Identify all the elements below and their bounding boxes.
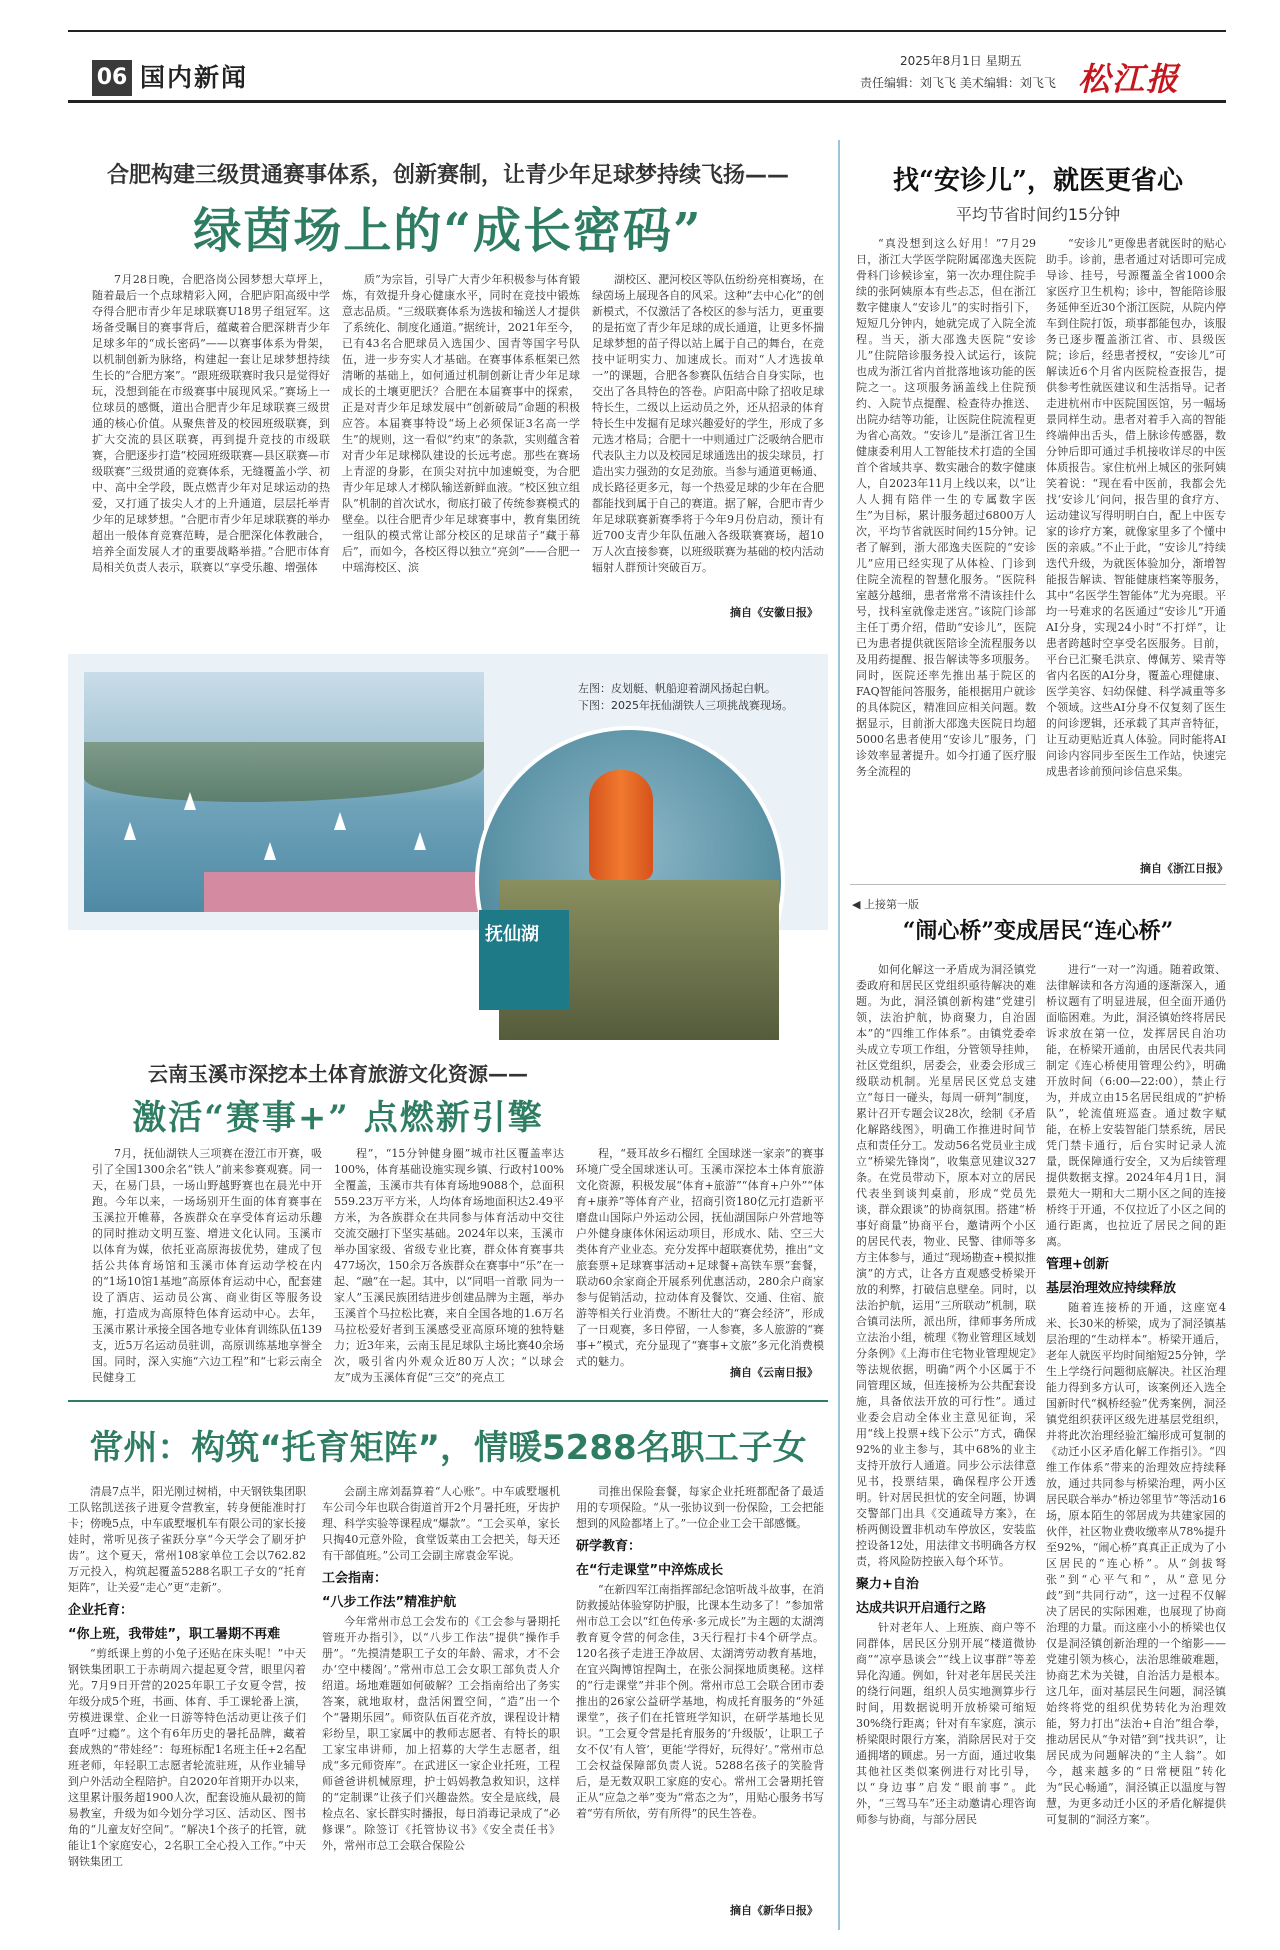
anzhen-subtitle: 平均节省时间约15分钟: [955, 205, 1121, 224]
caption-top: 左图：皮划艇、帆船迎着湖风扬起白帆。: [578, 682, 776, 695]
section-title: 国内新闻: [140, 63, 249, 92]
anzhen-headline: 找“安诊儿”，就医更省心: [893, 166, 1183, 196]
race-banner: [479, 910, 569, 1010]
triathlon-photo: [475, 726, 785, 1036]
hefei-headline: 绿茵场上的“成长密码”: [193, 203, 703, 259]
changzhou-column-1: [68, 1484, 306, 1904]
hefei-kicker: 合肥构建三级贯通赛事体系，创新赛制，让青少年足球梦持续飞扬——: [106, 163, 789, 188]
header-rule: [68, 100, 1226, 103]
sail-icon: [414, 832, 426, 850]
bridge-body-2: 进行“一对一”沟通。随着政策、法律解读和各方沟通的逐渐深入，通桥议题有了明显进展，但全面开通仍面临困难。为此，洞泾镇始终将居民诉求放在第一位，发挥居民自治功能，在桥梁开通前，由居民代表共同制定《连心桥使用管理公约》，明确开放时间（6:00—22:00），禁止行为，并成立由15名居民组成的“护桥队”，轮流值班巡查。通过数字赋能，在桥上安装智能门禁系统，居民凭门禁卡通行，后台实时记录人流量，既保障通行安全，又为后续管理提供数据支撑。2024年4月1日，洞景苑大一期和大二期小区之间的连接桥终于开通，不仅拉近了小区之间的通行距离，也拉近了居民之间的距离。: [1046, 963, 1226, 1248]
yuxi-headline: 激活“赛事+” 点燃新引擎: [132, 1098, 544, 1138]
hefei-credit: 摘自《安徽日报》: [730, 606, 818, 619]
anzhen-credit: 摘自《浙江日报》: [1140, 862, 1228, 875]
sail-icon: [124, 822, 136, 840]
hefei-column-1: 7月28日晚，合肥洛岗公园梦想大草坪上，随着最后一个点球精彩入网，合肥庐阳高级中学夺得合肥市青少年足球联赛U18男子组冠军。这场备受瞩目的赛事背后，蕴藏着合肥深耕青少年足球多年的“成长密码”——以赛事体系为骨架，以机制创新为脉络，构建起一套让足球梦想持续生长的“合肥方案”。“跟班级联赛时我只是觉得好玩，没想到能在市级赛事中展现风采。”赛场上一位球员的感慨，道出合肥青少年足球联赛三级贯通的核心价值。从聚焦普及的校园班级联赛，到扩大交流的县区联赛，再到提升竞技的市级联赛，合肥逐步打造“校园班级联赛—县区联赛—市级联赛”三级贯通的竞赛体系，无缝覆盖小学、初中、高中全学段，既点燃青少年对足球运动的热爱，又打通了拔尖人才的上升通道，层层托举青少年的足球梦想。“合肥市青少年足球联赛的举办超出一般体育竞赛范畴，是合肥深化体教融合，培养全面发展人才的重要战略举措。”合肥市体育局相关负责人表示，联赛以“享受乐趣、增强体: [92, 273, 330, 574]
yuxi-kicker: 云南玉溪市深挖本土体育旅游文化资源——: [148, 1062, 528, 1086]
photo-caption: [578, 680, 793, 714]
sail-icon: [264, 842, 276, 860]
changzhou-column-3: [576, 1484, 824, 1884]
bridge-subhead-1b: 达成共识开启通行之路: [856, 1601, 987, 1616]
cz-intro-2: 会副主席刘磊算着“人心账”。中车戚墅堰机车公司今年也联合街道首开2个月暑托班，牙齿护理、科学实验等课程成“爆款”。“工会买单，家长只掏40元意外险，食堂饭菜由工会把关，每天还有干部值班。”公司工会副主席袁金军说。: [322, 1485, 560, 1562]
bridge-body-1b: 针对老年人、上班族、商户等不同群体，居民区分别开展“楼道微协商”“凉亭恳谈会”“线上议事群”等差异化沟通。例如，针对老年居民关注的绕行问题，组织人员实地测算步行时间，用数据说明开放桥梁可缩短30%绕行距离；针对有车家庭，演示桥梁限时限行方案，消除居民对于交通拥堵的顾虑。另一方面，通过收集其他社区类似案例进行对比引导，以“身边事”启发“眼前事”。此外，“三驾马车”还主动邀请心理咨询师参与协商，与部分居民: [856, 1621, 1036, 1826]
sail-icon: [184, 792, 196, 810]
right-rule: [850, 884, 1226, 885]
bridge-subhead-2a: 管理+创新: [1046, 1257, 1109, 1272]
cz-subhead-2a: 工会指南：: [322, 1571, 388, 1586]
cz-intro: 清晨7点半，阳光刚过树梢，中天钢铁集团职工队铭凯送孩子进夏令营教室，转身便能准时打卡；傍晚5点，中车戚墅堰机车有限公司的家长接娃时，常听见孩子雀跃分享“今天学会了刷牙护齿”。这个夏天，常州108家单位工会以762.82万元投入，构筑起覆盖5288名职工子女的“托育矩阵”，让关爱“走心”更“走新”。: [68, 1485, 306, 1594]
editors-line: 责任编辑：刘飞飞 美术编辑：刘飞飞: [860, 76, 1056, 90]
yuxi-column-1: 7月，抚仙湖铁人三项赛在澄江市开赛，吸引了全国1300余名“铁人”前来参赛观赛。同一天，在易门县，一场山野越野赛也在晨光中开跑。今年以来，一场场别开生面的体育赛事在玉溪拉开帷幕，各族群众在享受体育运动乐趣的同时推动文明互鉴、增进文化认同。玉溪市以体育为媒，依托亚高原海拔优势，建成了包括公共体育场馆和玉溪市体育运动学校在内的“1场10馆1基地”高原体育运动中心，配套建设了酒店、运动员公寓、商业街区等服务设施，打造成为高原特色体育运动中心。去年，玉溪市累计承接全国各地专业体育训练队伍139支，近5万名运动员驻训，高原训练基地享誉全国。同时，深入实施“六边工程”和“七彩云南全民健身工: [92, 1147, 322, 1384]
cz-subhead-3a: 研学教育：: [576, 1539, 642, 1554]
cz-subhead-1b: “你上班，我带娃”，职工暑期不再难: [68, 1627, 281, 1642]
column-separator: [838, 140, 840, 1930]
cz-subhead-2b: “八步工作法”精准护航: [322, 1595, 457, 1610]
page-number: 06: [92, 60, 132, 96]
anzhen-column-1: “真没想到这么好用！”7月29日，浙江大学医学院附属邵逸夫医院骨科门诊候诊室，第一次办理住院手续的张阿姨原本有些忐忑，但在浙江数字健康人“安诊儿”的实时指引下，短短几分钟内，她就完成了入院全流程。当天，浙大邵逸夫医院“安诊儿”住院陪诊服务投入试运行，该院也成为浙江省内首批落地该功能的医院之一。这项服务涵盖线上住院预约、入院节点提醒、检查待办推送、出院办结等功能，让医院住院流程更为省心高效。“安诊儿”是浙江省卫生健康委利用人工智能技术打造的全国首个省域共享、数实融合的数字健康人，自2023年11月上线以来，以“让人人拥有陪伴一生的专属数字医生”为目标，累计服务超过6800万人次，平均节省就医时间约15分钟。记者了解到，浙大邵逸夫医院的“安诊儿”应用已经实现了从体检、门诊到住院全流程的智慧化服务。“医院科室越分越细，患者常常不清该挂什么号，找科室就像走迷宫。”该院门诊部主任丁勇介绍，借助“安诊儿”，医院已为患者提供就医陪诊全流程服务以及用药提醒、报告解读等多项服务。同时，医院还率先推出基于院区的FAQ智能问答服务，能根据用户就诊的具体院区，精准回应相关问题。数据显示，目前浙大邵逸夫医院日均超5000名患者使用“安诊儿”服务，门诊效率显著提升。如今打通了医疗服务全流程的: [856, 237, 1036, 778]
bridge-body-1: 如何化解这一矛盾成为洞泾镇党委政府和居民区党组织亟待解决的难题。为此，洞泾镇创新构建“党建引领，法治护航，协商聚力，自治固本”的“四维工作体系”。由镇党委牵头成立专项工作组，分管领导挂帅，社区党组织，居委会，业委会形成三级联动机制。光星居民区党总支建立“每日一碰头，每周一研判”制度，累计召开专题会议28次，绘制《矛盾化解路线图》，明确工作推进时间节点和责任分工。发动56名党员业主成立“桥梁先锋岗”，收集意见建议327条。在党员带动下，原本对立的居民代表坐到谈判桌前，形成“党员先谈，群众跟谈”的协商氛围。搭建“桥事好商量”协商平台，邀请两个小区的居民代表，物业、民警、律师等多方主体参与，通过“现场勘查+模拟推演”的方式，让各方直观感受桥梁开放的利弊，打破信息壁垒。同时，以法治护航，运用“三所联动”机制，联合镇司法所，派出所，律师事务所成立法治小组，梳理《物业管理区域划分条例》《上海市住宅物业管理规定》等法规依据，明确“两个小区属于不同管理区域，但连接桥为公共配套设施，具备依法开放的可行性”。通过业委会启动全体业主意见征询，采用“线上投票+线下公示”方式，确保92%的业主参与，其中68%的业主支持开放行人通道。同步公示法律意见书，投票结果，确保程序公开透明。针对居民担忧的安全问题，协调交警部门出具《交通疏导方案》，在桥两侧设置非机动车停放区，安装监控设备12处，用法律文书明确各方权责，将风险防控嵌入每个环节。: [856, 963, 1036, 1568]
yuxi-column-2: 程”，“15分钟健身圈”城市社区覆盖率达100%，体育基础设施实现乡镇、行政村100%全覆盖，玉溪市共有体育场地9088个，总面积559.23万平方米，人均体育场地面积达2.49平方米，为各族群众在共同参与体育活动中交往交流交融打下坚实基础。2024年以来，玉溪市举办国家级、省级专业比赛，群众体育赛事共477场次，150余万各族群众在赛事中“乐”在一起、“融”在一起。其中，以“同唱一首歌 同为一家人”玉溪民族团结进步创建品牌为主题，举办玉溪首个马拉松比赛，来自全国各地的1.6万名马拉松爱好者到玉溪感受亚高原环境的独特魅力；近3年来，云南玉昆足球队主场比赛40余场次，吸引省内外观众近80万人次；“以球会友”成为玉溪体育促“三交”的亮点工: [334, 1147, 564, 1384]
yuxi-credit: 摘自《云南日报》: [730, 1366, 818, 1379]
cz-subhead-1a: 企业托育：: [68, 1603, 134, 1618]
bridge-subhead-1a: 聚力+自治: [856, 1577, 919, 1592]
issue-date: 2025年8月1日 星期五: [900, 54, 1022, 68]
anzhen-column-2: “安诊儿”更像患者就医时的贴心助手。诊前，患者通过对话即可完成导诊、挂号，号源覆盖全省1000余家医疗卫生机构；诊中，智能陪诊服务延伸至近30个浙江医院，从院内停车到住院打饭，琐事都能包办，该服务已逐步覆盖浙江省、市、县级医院；诊后，经患者授权，“安诊儿”可解读近6个月省内医院检查报告，提供参考性就医建议和生活指导。记者走进杭州市中医院国医馆，另一幅场景同样生动。患者对着手入高的智能终端伸出舌头，借上脉诊传感器，数分钟后即可通过手机接收详尽的中医体质报告。家住杭州上城区的张阿姨笑着说：“现在看中医前，我都会先找‘安诊儿’问问，报告里的食疗方、运动建议写得明明白白，配上中医专家的诊疗方案，就像家里多了个懂中医的亲戚。”不止于此，“安诊儿”持续迭代升级，为就医体验加分，渐增智能报告解读、智能健康档案等服务，其中“名医学生智能体”尤为亮眼。平均一号难求的名医通过“安诊儿”开通AI分身，实现24小时“不打烊”，让患者跨越时空享受名医服务。目前，平台已汇聚毛洪京、傅佩芳、梁青等省内名医的AI分身，覆盖心理健康、医学美容、妇幼保健、科学减重等多个领域。这些AI分身不仅复刻了医生的问诊逻辑，还承载了其声音特征，让互动更贴近真人体验。同时能将AI问诊内容同步至医生工作站，快速完成患者诊前预问诊信息采集。: [1046, 237, 1226, 778]
cz-subhead-3b: 在“行走课堂”中淬炼成长: [576, 1563, 724, 1578]
bridge-headline: “闹心桥”变成居民“连心桥”: [902, 918, 1174, 944]
cz-body-2: 今年常州市总工会发布的《工会参与暑期托管班开办指引》，以“八步工作法”提供“操作手册”。“先摸清楚职工子女的年龄、需求，才不会办‘空中楼阁’。”常州市总工会女职工部负责人介绍道。场地难题如何破解？工会指南给出了务实答案，就地取材，盘活闲置空间，“造”出一个个“暑期乐园”。师资队伍百花齐放，课程设计精彩纷呈，职工家属中的教师志愿者、有特长的职工家宝串讲师，加上招募的大学生志愿者，组成“多元师资库”。在武进区一家企业托班，工程师爸爸讲机械原理，护士妈妈教急救知识，这样的“定制课”让孩子们兴趣盎然。安全是底线，晨检点名、家长群实时播报，每日消毒记录成了“必修课”。除签订《托管协议书》《安全责任书》外，常州市总工会联合保险公: [322, 1615, 560, 1852]
hefei-column-2: 质”为宗旨，引导广大青少年积极参与体育锻炼，有效提升身心健康水平，同时在竞技中锻炼意志品质。“三级联赛体系为选拔和输送人才提供了系统化、制度化通道。”据统计，2021年至今，已有43名合肥球员入选国少、国青等国字号队伍，进一步夯实人才基础。在赛事体系框架已然清晰的基础上，如何通过机制创新让青少年足球成长的土壤更肥沃？合肥在本届赛事中的探索，正是对青少年足球发展中“创新破局”命题的积极应答。本届赛事特设“场上必须保证3名高一学生”的规则，这一看似“约束”的条款，实则蕴含着对青少年足球梯队建设的长远考虑。那些在赛场上青涩的身影，在顶尖对抗中加速蜕变，为合肥青少年足球人才梯队输送新鲜血液。“校区独立组队”机制的首次试水，彻底打破了传统参赛模式的壁垒。以往合肥青少年足球赛事中，教育集团统一组队的模式常让部分校区的足球苗子“藏于幕后”，而如今，各校区得以独立“亮剑”——合肥一中瑶海校区、滨: [342, 273, 580, 574]
caption-bottom: 下图：2025年抚仙湖铁人三项挑战赛现场。: [578, 699, 793, 712]
changzhou-credit: 摘自《新华日报》: [730, 1904, 818, 1917]
cz-body-1: “剪纸课上剪的小兔子还贴在床头呢！”中天钢铁集团职工于赤萌周六提起夏令营，眼里闪着光。7月9日开营的2025年职工子女夏令营，按年级分成5个班，书画、体育、手工课轮番上演，劳模进课堂、企业一日游等特色活动更让孩子们直呼“过瘾”。这个有6年历史的暑托品牌，藏着套成熟的“带娃经”：每班标配1名班主任+2名配班老师，年轻职工志愿者轮流驻班，从作业辅导到户外活动全程陪护。自2020年首期开办以来，这里累计服务超1900人次，配套设施从最初的简易教室，升级为如今划分学习区、活动区、图书角的“儿童友好空间”。“解决1个孩子的托管，就能让1个家庭安心，2名职工全心投入工作。”中天钢铁集团工: [68, 1647, 306, 1868]
cz-body-3: “在新四军江南指挥部纪念馆听战斗故事，在消防救援站体验穿防护服，比课本生动多了！”参加常州市总工会以“红色传承·多元成长”为主题的太湖湾教育夏令营的何念佳，3天行程打卡4个研学点。120名孩子走进王净故居、太湖湾劳动教育基地，在宜兴陶博馆捏陶土，在张公洞探地质奥秘。这样的“行走课堂”并非个例。常州市总工会联合团市委推出的26家公益研学基地，构成托育服务的“外延课堂”，孩子们在托管班学知识，在研学基地长见识。“工会夏令营是托育服务的‘升级版’，让职工子女不仅‘有人管’，更能‘学得好，玩得好’。”常州市总工会权益保障部负责人说。5288名孩子的笑脸背后，是无数双职工家庭的安心。常州工会暑期托管正从“应急之举”变为“常态之为”，用贴心服务书写着“劳有所依，劳有所得”的民生答卷。: [576, 1583, 824, 1820]
shoreline: [84, 742, 484, 802]
hefei-column-3: 湖校区、淝河校区等队伍纷纷亮相赛场，在绿茵场上展现各自的风采。这种“去中心化”的创新模式，不仅激活了各校区的参与活力，更重要的是拓宽了青少年足球的成长通道，让更多怀揣足球梦想的苗子得以站上属于自己的舞台，在竞技中证明实力、加速成长。而对“人才选拔单一”的课题，合肥各参赛队伍结合自身实际，也交出了各具特色的答卷。庐阳高中除了招收足球特长生，二级以上运动员之外，还从招录的体育特长生中发掘有足球兴趣爱好的学生，形成了多元选才格局；合肥十一中则通过广泛吸纳合肥市代表队主力以及校园足球通选出的拔尖球员，打造出实力强劲的女足劲旅。当参与通道更畅通、成长路径更多元，每一个热爱足球的少年在合肥都能找到属于自己的赛道。据了解，合肥市青少年足球联赛新赛季将于今年9月份启动，预计有近700支青少年队伍融入各级联赛赛场，超10万人次直接参赛，以班级联赛为基础的校内活动辐射人群预计突破百万。: [592, 273, 824, 574]
orange-buoy: [589, 770, 653, 880]
cz-intro-3: 司推出保险套餐，每家企业托班都配备了最适用的专项保险。“从一张协议到一份保险，工会把能想到的风险都堵上了。”一位企业工会干部感慨。: [576, 1485, 824, 1530]
pink-pier: [204, 872, 484, 912]
continued-tag: ◀ 上接第一版: [852, 898, 919, 911]
changzhou-headline: 常州：构筑“托育矩阵”，情暖5288名职工子女: [89, 1428, 807, 1468]
top-rule: [68, 30, 1226, 32]
bridge-column-2: [1046, 962, 1226, 1930]
yuxi-column-3: 程，“聂耳故乡石榴红 全国球迷一家亲”的赛事环境广受全国球迷认可。玉溪市深挖本土体育旅游文化资源，积极发展“体育+旅游”“体育+户外”“体育+康养”等体育产业，招商引资180亿元打造新平磨盘山国际户外运动公园，抚仙湖国际户外营地等户外健身康体休闲运动项目，形成水、陆、空三大类体育产业业态。充分发挥中超联赛优势，推出“文旅套票+足球赛事活动+足球餐+高铁车票”套餐，联动60余家商企开展系列优惠活动，280余户商家参与促销活动，拉动体育及餐饮、交通、住宿、旅游等相关行业消费。不断壮大的“赛会经济”，形成了一日观赛，多日停留，一人参赛，多人旅游的“赛事+”模式，充分显现了“赛事+文旅”多元化消费模式的魅力。: [576, 1147, 824, 1368]
bridge-body-2b: 随着连接桥的开通，这座宽4米、长30米的桥梁，成为了洞泾镇基层治理的“生动样本”。桥梁开通后，老年人就医平均时间缩短25分钟，学生上学绕行问题彻底解决。社区治理能力得到多方认可，该案例还入选全国新时代“枫桥经验”优秀案例，洞泾镇党组织获评区级先进基层党组织，并将此次治理经验汇编形成可复制的《动迁小区矛盾化解工作指引》。“四维工作体系”带来的治理效应持续释放，通过共同参与桥梁治理，两小区居民联合举办“桥边邻里节”等活动16场，原本陌生的邻居成为共建家园的伙伴，社区物业费收缴率从78%提升至92%，“闹心桥”真真正正成为了小区居民的“连心桥”。从“剑拔弩张”到“心平气和”，从“意见分歧”到“共同行动”，这一过程不仅解决了居民的实际困难，也展现了协商治理的力量。而这座小小的桥梁也仅仅是洞泾镇创新治理的一个缩影——党建引领为核心，法治思维破难题，协商艺术为关键，自治活力是根本。这几年，面对基层民生问题，洞泾镇始终将党的组织优势转化为治理效能，努力打出“法治+自治”组合拳，推动居民从“争对错”到“找共识”，让居民成为问题解决的“主人翁”。如今，越来越多的“日常梗阻”转化为“民心畅通”，洞泾镇正以温度与智慧，为更多动迁小区的矛盾化解提供可复制的“洞泾方案”。: [1046, 1301, 1226, 1826]
banner-text: 抚仙湖: [485, 924, 539, 945]
changzhou-column-2: [322, 1484, 560, 1904]
sail-icon: [334, 812, 346, 830]
sailing-photo: [84, 672, 484, 912]
section-rule: [68, 1400, 828, 1402]
bridge-subhead-2b: 基层治理效应持续释放: [1046, 1281, 1177, 1296]
bridge-column-1: [856, 962, 1036, 1930]
masthead-logo: 松江报: [1078, 60, 1181, 98]
